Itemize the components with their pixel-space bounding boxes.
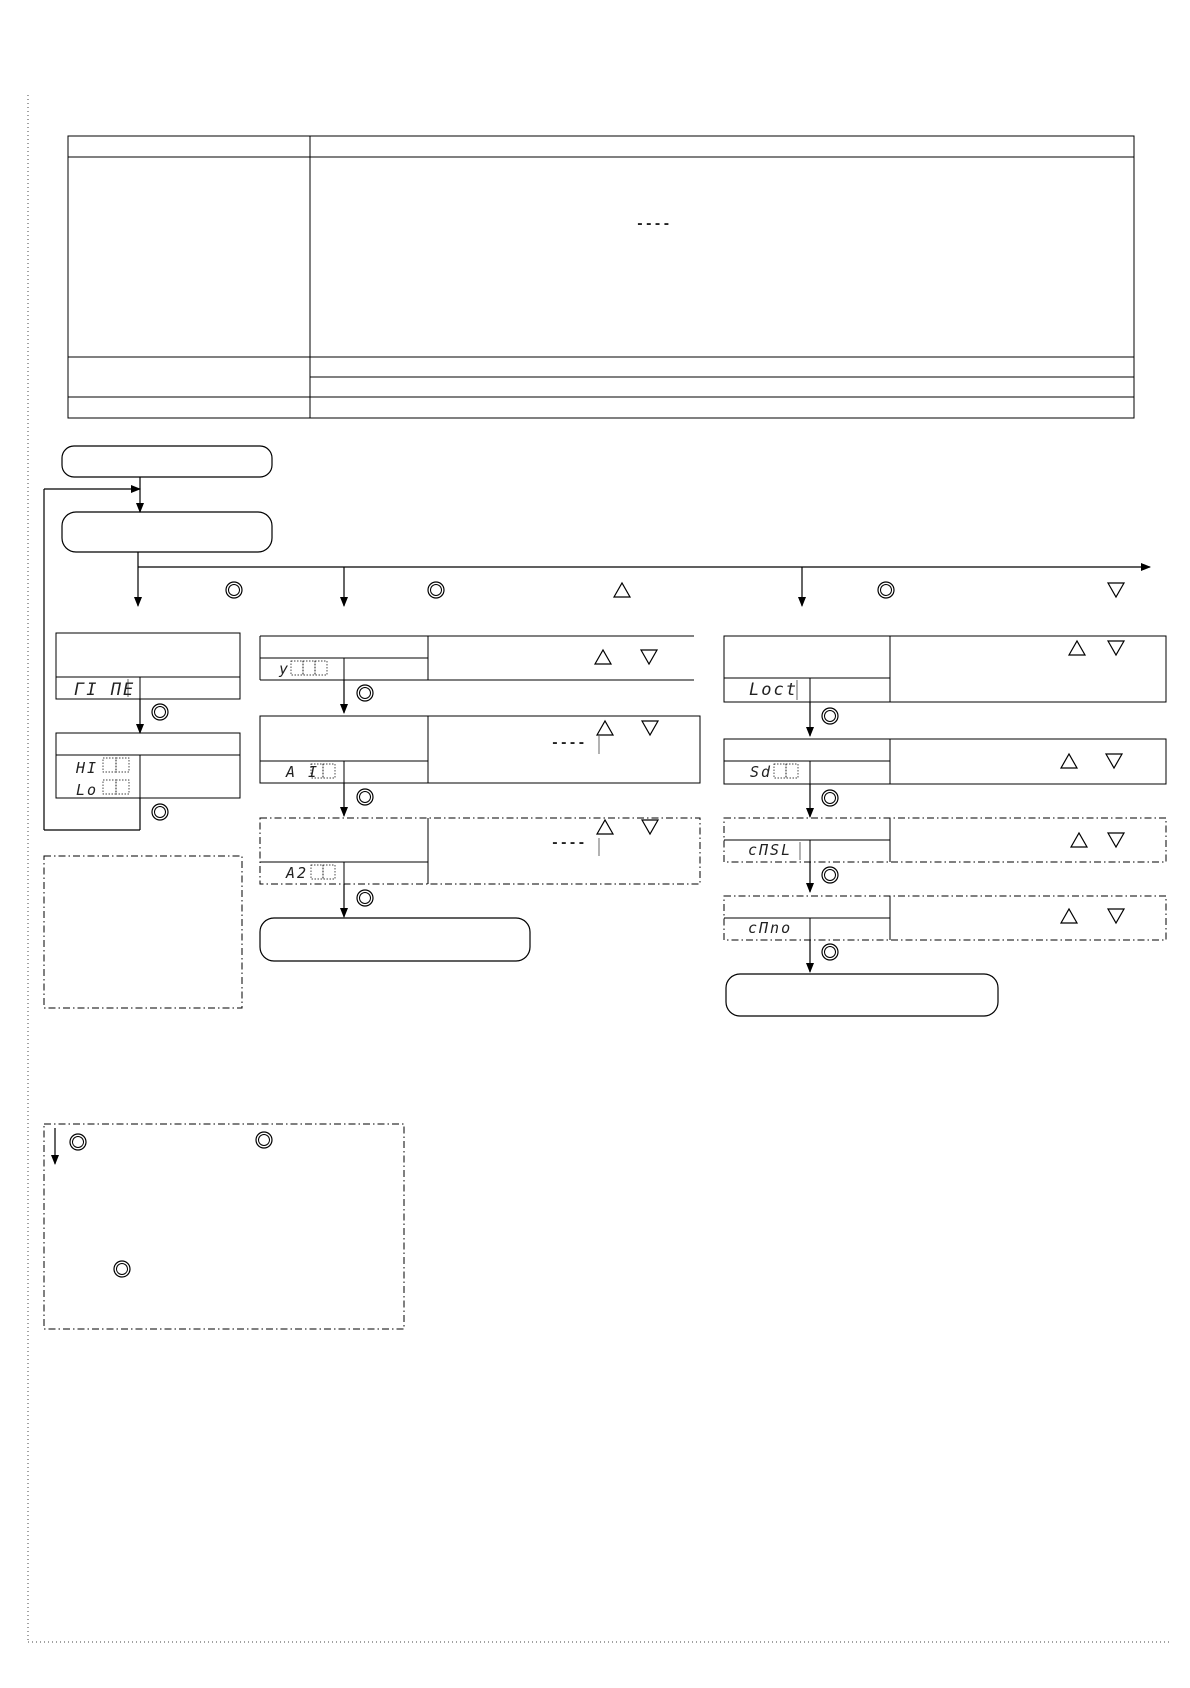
end-box-right (726, 974, 998, 1016)
page-border (28, 95, 1172, 1642)
down-key-icon (642, 820, 658, 834)
a1-block (260, 716, 700, 783)
up-key-icon (595, 650, 611, 664)
mode-box (62, 512, 272, 552)
rotate-key-icon (70, 1134, 86, 1150)
rotate-key-icon (357, 685, 373, 701)
down-key-icon (642, 721, 658, 735)
display-a2: A2 (286, 864, 309, 882)
unset-marker: ---- (551, 736, 587, 751)
a2-block (260, 818, 700, 884)
up-key-icon (1071, 833, 1087, 847)
display-a1: A I (286, 763, 320, 781)
up-key-icon (597, 721, 613, 735)
up-key-icon (597, 820, 613, 834)
rotate-key-icon (428, 582, 444, 598)
rotate-key-icon (357, 890, 373, 906)
parameter-table (68, 136, 1134, 418)
display-lo: Lo (76, 781, 99, 799)
legend-box (44, 1124, 404, 1329)
display-hi: HI (76, 759, 99, 777)
rotate-key-icon (822, 944, 838, 960)
rotate-key-icon (878, 582, 894, 598)
rotate-key-icon (822, 790, 838, 806)
rotate-key-icon (152, 804, 168, 820)
down-key-icon (1108, 909, 1124, 923)
unset-marker: ---- (636, 217, 672, 232)
rotate-key-icon (152, 704, 168, 720)
rotate-key-icon (822, 867, 838, 883)
display-y: y (279, 660, 291, 678)
up-key-icon (1061, 909, 1077, 923)
y-block (260, 636, 694, 680)
down-key-icon (1106, 754, 1122, 768)
down-key-icon (1108, 641, 1124, 655)
branch-lines (138, 552, 1150, 606)
up-key-icon (1069, 641, 1085, 655)
start-box (62, 446, 272, 477)
display-sd: Sd (750, 763, 773, 781)
rotate-key-icon (114, 1261, 130, 1277)
return-loop (44, 489, 140, 830)
unset-marker: ---- (551, 836, 587, 851)
down-key-icon (1108, 833, 1124, 847)
down-key-icon (1108, 583, 1124, 597)
display-cmno: cΠno (748, 919, 793, 937)
note-box-left (44, 856, 242, 1008)
up-key-icon (1061, 754, 1077, 768)
rotate-key-icon (357, 789, 373, 805)
display-cmsl: cΠSL (748, 841, 793, 859)
end-box-middle (260, 918, 530, 961)
down-key-icon (641, 650, 657, 664)
display-lock: Loct (749, 680, 798, 700)
up-key-icon (614, 583, 630, 597)
rotate-key-icon (256, 1132, 272, 1148)
sd-block (724, 739, 1166, 784)
rotate-key-icon (822, 708, 838, 724)
display-time-mode: ΓI ΠE (74, 680, 136, 700)
rotate-key-icon (226, 582, 242, 598)
